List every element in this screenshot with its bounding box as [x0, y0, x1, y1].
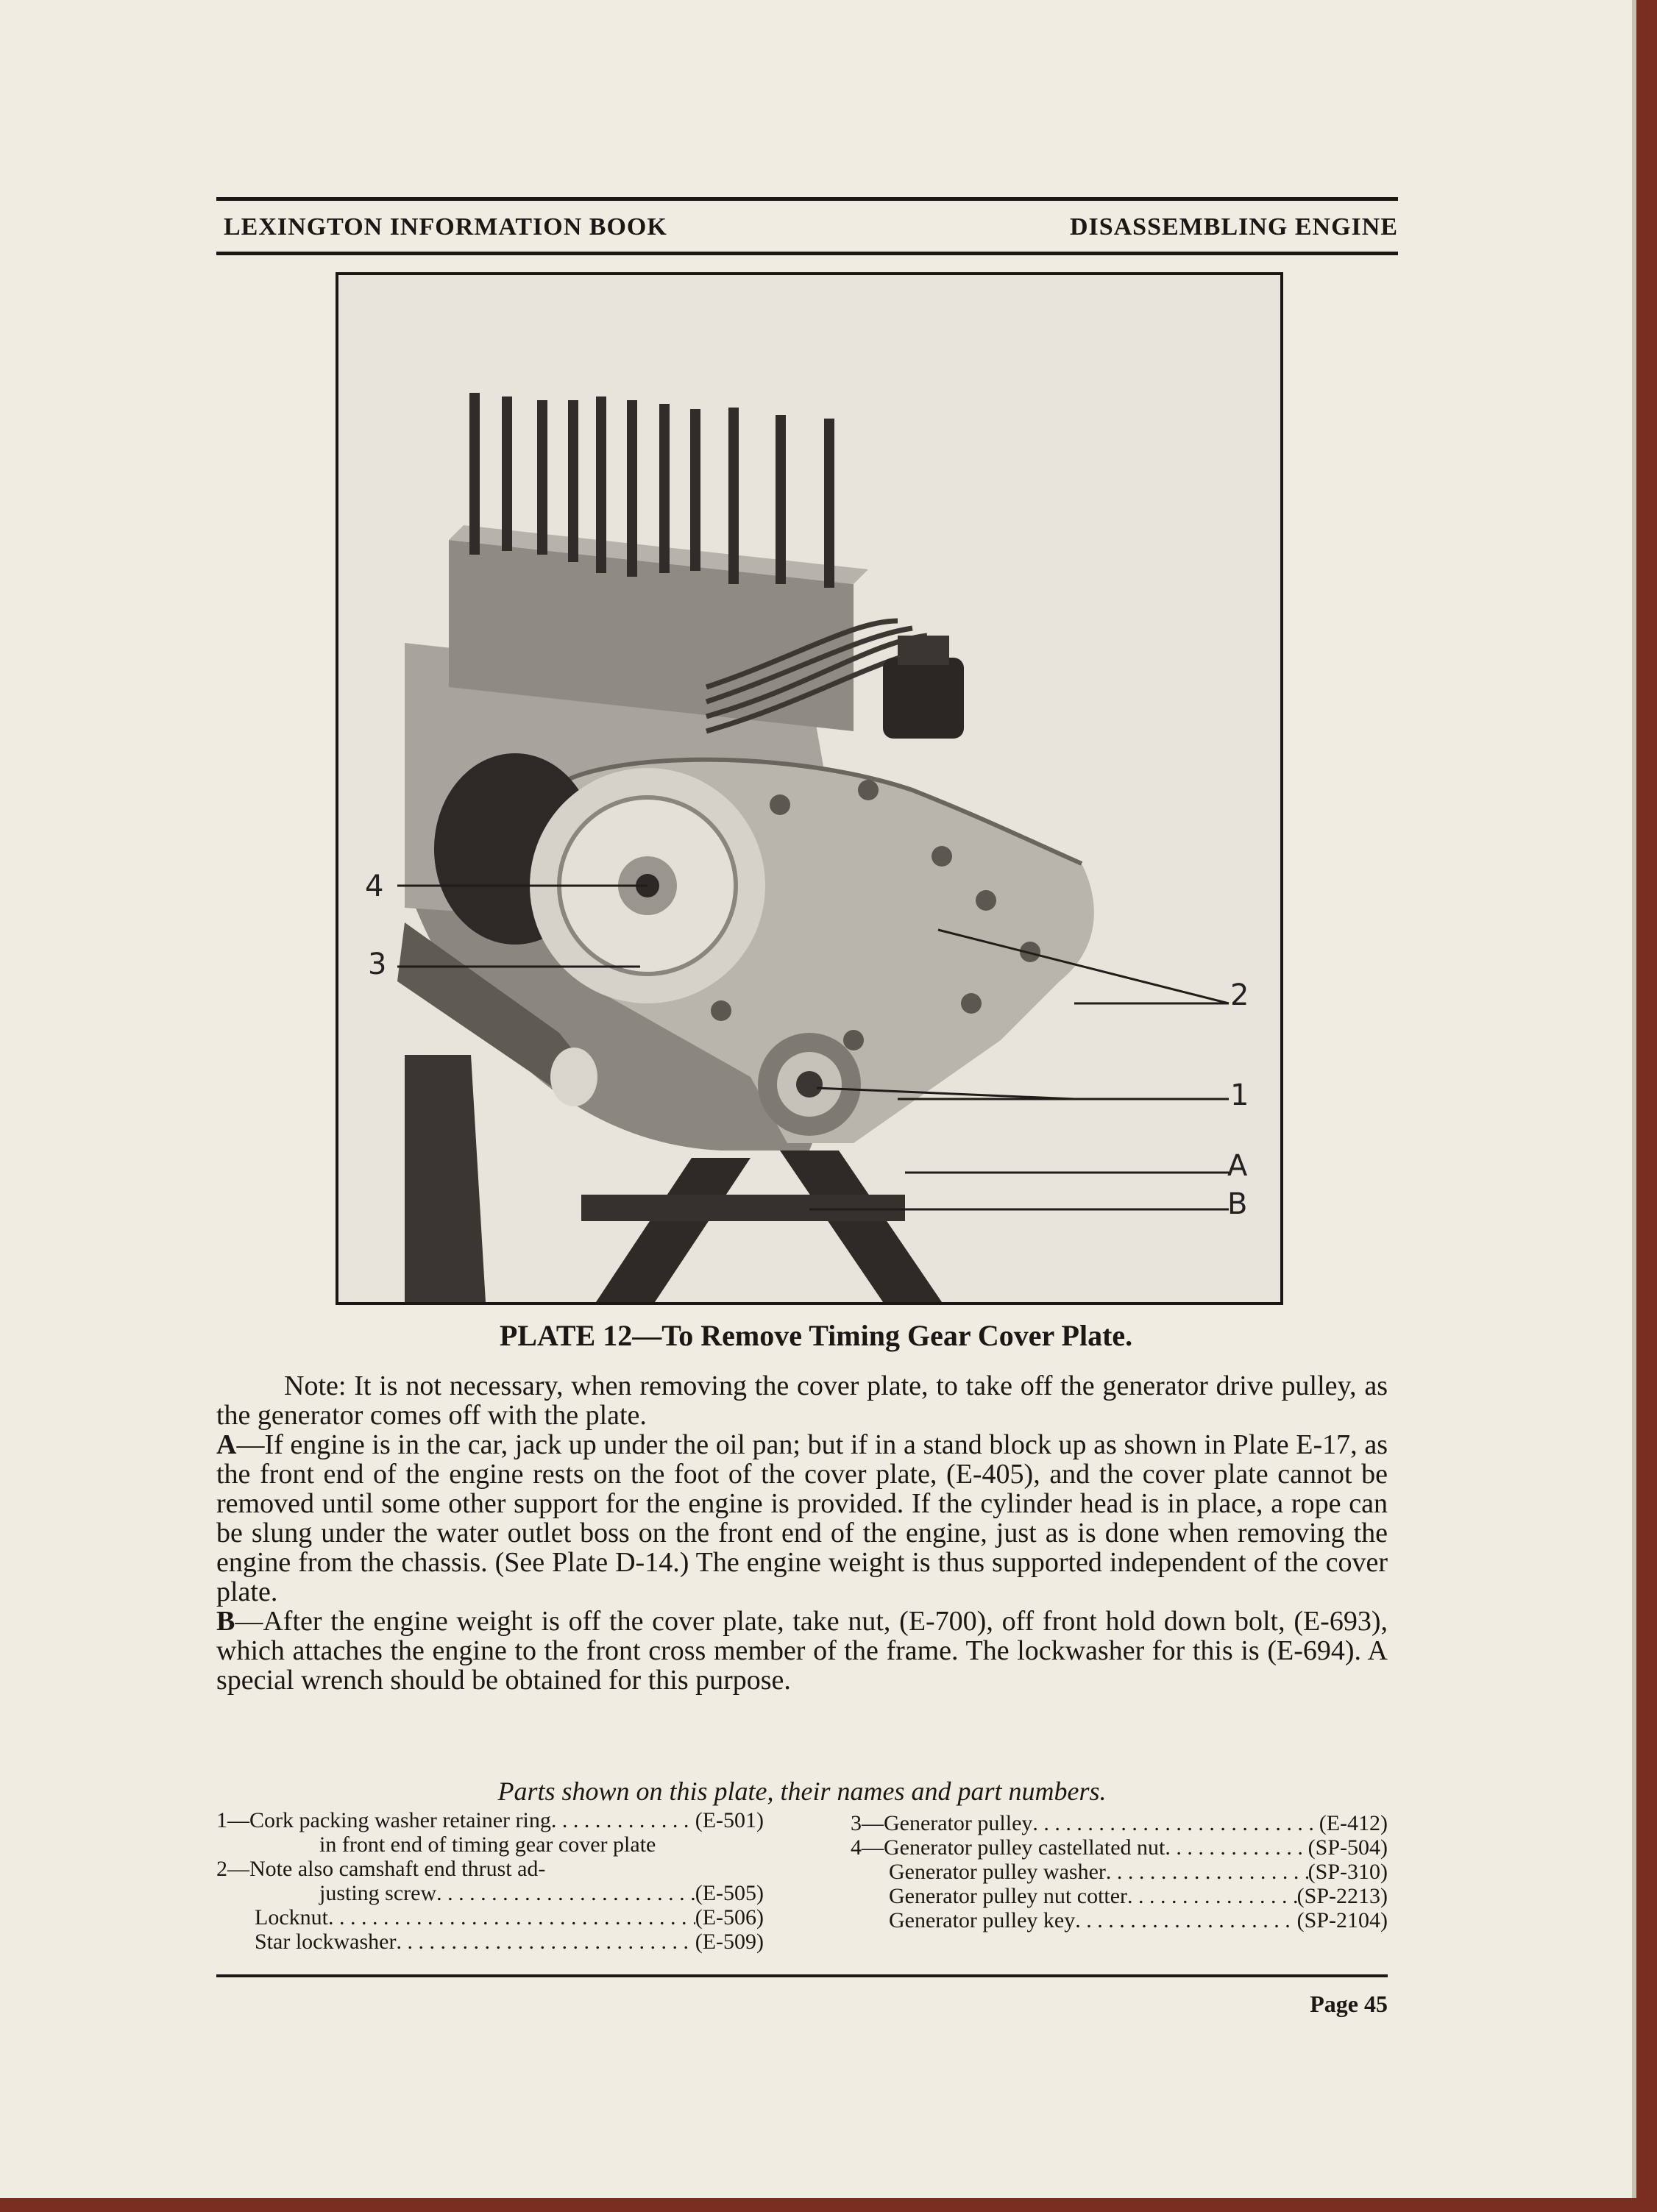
header-rule-bottom — [216, 252, 1398, 255]
leader-dots — [1106, 1860, 1308, 1884]
engine-photograph — [336, 272, 1283, 1305]
part-label: 1—Cork packing washer retainer ring — [216, 1808, 551, 1832]
instructions-text — [216, 1371, 1388, 1695]
part-number: (E-412) — [1319, 1811, 1388, 1835]
page-number: Page 45 — [1310, 1991, 1388, 2017]
part-label: 3—Generator pulley — [851, 1811, 1033, 1835]
leader-dots — [436, 1881, 695, 1905]
engine-illustration — [338, 275, 1280, 1302]
parts-row — [216, 1808, 764, 1832]
plate-caption: PLATE 12—To Remove Timing Gear Cover Plate. — [499, 1319, 1133, 1352]
part-label: Locknut — [255, 1905, 328, 1930]
header-rule-top — [216, 197, 1398, 201]
step-b-label: B — [216, 1606, 235, 1637]
leader-dots — [328, 1905, 695, 1930]
part-number: (E-506) — [695, 1905, 764, 1930]
part-label: Generator pulley key — [889, 1908, 1076, 1932]
callout-1: 1 — [1230, 1078, 1249, 1112]
part-label: Generator pulley washer — [889, 1860, 1106, 1884]
part-label: justing screw — [319, 1881, 437, 1905]
step-b-paragraph — [216, 1607, 1388, 1695]
parts-row — [216, 1930, 764, 1954]
part-label: Generator pulley nut cotter — [889, 1884, 1128, 1908]
part-label: 4—Generator pulley castellated nut — [851, 1835, 1165, 1860]
leader-dots — [1075, 1908, 1296, 1932]
part-label: Star lockwasher — [255, 1930, 397, 1954]
callout-4: 4 — [365, 869, 384, 903]
step-a-text: —If engine is in the car, jack up under the oil pan; but if in a stand block up as shown in Plate E-17, as the front end of the engine rests on the foot of the cover plate, (E-405), and the cover plate cannot be removed until some other support for the engine is provided. If the cylinder head is in place, a rope can be slung under the water outlet boss on the front end of the engine, just as is done when removing the engine from the chassis. (See Plate D-14.) The engine weight is thus supported independent of the cover plate. — [216, 1429, 1388, 1607]
part-number: (SP-504) — [1307, 1835, 1388, 1860]
leader-dots — [1032, 1811, 1319, 1835]
step-a-paragraph — [216, 1430, 1388, 1607]
parts-row — [216, 1832, 764, 1857]
leader-dots — [1127, 1884, 1297, 1908]
leader-dots — [1165, 1835, 1307, 1860]
parts-row — [851, 1835, 1388, 1860]
part-label: 2—Note also camshaft end thrust ad- — [216, 1857, 546, 1881]
step-b-text: —After the engine weight is off the cover plate, take nut, (E-700), off front hold down bolt, (E-693), which attaches the engine to the front cross member of the frame. The lockwasher for this is (E-694). A special wrench should be obtained for this purpose. — [216, 1606, 1388, 1696]
footer-rule — [216, 1974, 1388, 1977]
part-number: (E-501) — [695, 1808, 764, 1832]
leader-dots — [551, 1808, 695, 1832]
callout-3: 3 — [368, 947, 387, 981]
part-number: (E-509) — [695, 1930, 764, 1954]
part-number: (SP-2213) — [1296, 1884, 1388, 1908]
step-a-label: A — [216, 1429, 237, 1460]
parts-row — [216, 1857, 764, 1881]
parts-row — [851, 1884, 1388, 1908]
parts-row — [851, 1860, 1388, 1884]
callout-2: 2 — [1230, 978, 1249, 1012]
parts-list-left — [216, 1808, 764, 1954]
callout-a: A — [1227, 1149, 1248, 1183]
note-paragraph: Note: It is not necessary, when removing the cover plate, to take off the generator drive pulley, as the generator comes off with the plate. — [216, 1370, 1388, 1431]
part-number: (E-505) — [695, 1881, 764, 1905]
part-number: (SP-310) — [1307, 1860, 1388, 1884]
part-number: (SP-2104) — [1296, 1908, 1388, 1932]
parts-row — [216, 1905, 764, 1930]
leader-dots — [396, 1930, 695, 1954]
parts-heading: Parts shown on this plate, their names and part numbers. — [497, 1777, 1107, 1806]
part-label: in front end of timing gear cover plate — [319, 1832, 656, 1857]
parts-row — [216, 1881, 764, 1905]
parts-list-right — [851, 1811, 1388, 1932]
running-head-left: LEXINGTON INFORMATION BOOK — [224, 213, 667, 241]
parts-row — [851, 1811, 1388, 1835]
parts-row — [851, 1908, 1388, 1932]
running-head-right: DISASSEMBLING ENGINE — [1069, 213, 1398, 241]
callout-b: B — [1227, 1187, 1248, 1221]
